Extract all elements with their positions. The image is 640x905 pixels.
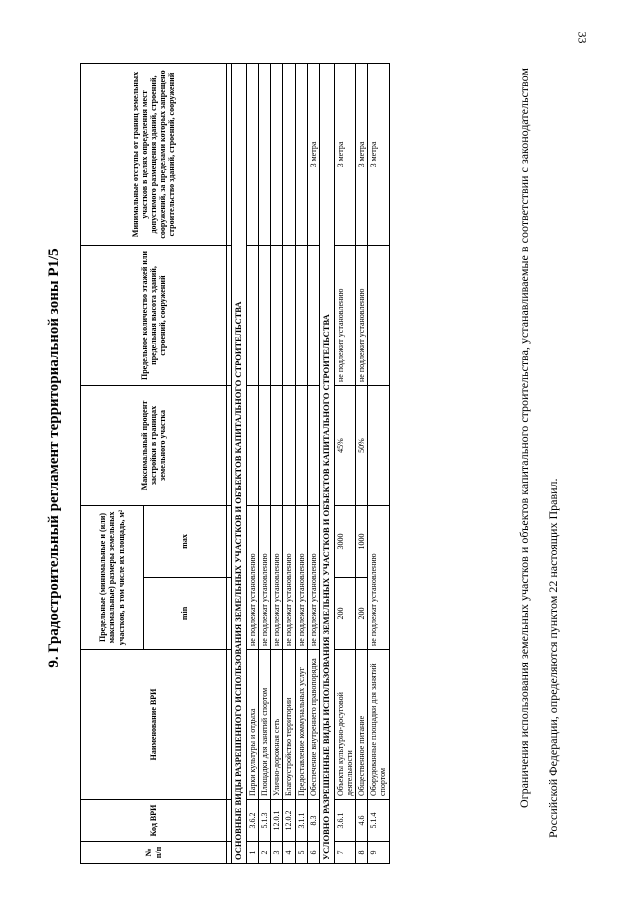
header-name: Наименование ВРИ	[81, 650, 227, 800]
row-num: 9	[368, 842, 389, 864]
row-name: Предоставление коммунальных услуг	[295, 650, 307, 800]
row-floors: не подлежит установлению	[334, 246, 355, 386]
row-code: 8.3	[307, 800, 319, 842]
row-setback	[271, 64, 283, 246]
header-max: max	[144, 506, 227, 578]
row-percent	[307, 386, 319, 506]
row-name: Объекты культурно-досуговой деятельности	[334, 650, 355, 800]
row-size: не подлежат установлению	[295, 506, 307, 650]
row-floors	[295, 246, 307, 386]
row-max: 3000	[334, 506, 355, 578]
table-row	[356, 64, 368, 864]
row-floors	[246, 246, 258, 386]
table-row	[246, 64, 258, 864]
row-setback	[246, 64, 258, 246]
row-name: Обеспечение внутреннего правопорядка	[307, 650, 319, 800]
header-min: min	[144, 578, 227, 650]
table-row	[368, 64, 389, 864]
table-row	[295, 64, 307, 864]
row-name: Площадки для занятий спортом	[258, 650, 270, 800]
row-max: 1000	[356, 506, 368, 578]
row-setback	[295, 64, 307, 246]
row-name: Общественное питание	[356, 650, 368, 800]
row-floors	[271, 246, 283, 386]
row-setback	[283, 64, 295, 246]
row-min: 200	[356, 578, 368, 650]
row-percent	[283, 386, 295, 506]
header-num: № п/п	[81, 842, 227, 864]
table-row	[258, 64, 270, 864]
row-code: 3.1.1	[295, 800, 307, 842]
row-size: не подлежат установлению	[368, 506, 389, 650]
row-code: 3.6.2	[246, 800, 258, 842]
page-number: 33	[575, 31, 590, 44]
row-percent	[258, 386, 270, 506]
row-size: не подлежат установлению	[283, 506, 295, 650]
header-setback: Минимальные отступы от границ земельных участков в целях определения мест допустимого размещения зданий, строений, сооружений, за пределами которых запрещено строительство зданий, строений, сооружений	[81, 64, 227, 246]
row-code: 12.0.1	[271, 800, 283, 842]
footnote-text: Ограничения использования земельных участков и объектов капитального строительства, устанавливаемые в соответствии с законодательством Российской Федерации, определяются пунктом 22 настоящих Правил.	[517, 68, 560, 838]
section-conditional: УСЛОВНО РАЗРЕШЕННЫЕ ВИДЫ ИСПОЛЬЗОВАНИЯ ЗЕМЕЛЬНЫХ УЧАСТКОВ И ОБЪЕКТОВ КАПИТАЛЬНОГО СТРОИТЕЛЬСТВА	[319, 64, 334, 864]
row-name: Парки культуры и отдыха	[246, 650, 258, 800]
row-percent	[295, 386, 307, 506]
section-main: ОСНОВНЫЕ ВИДЫ РАЗРЕШЕННОГО ИСПОЛЬЗОВАНИЯ ЗЕМЕЛЬНЫХ УЧАСТКОВ И ОБЪЕКТОВ КАПИТАЛЬНОГО СТРОИТЕЛЬСТВА	[232, 64, 247, 864]
footnote	[510, 68, 568, 838]
row-percent: 50%	[356, 386, 368, 506]
row-size: не подлежат установлению	[271, 506, 283, 650]
header-percent: Максимальный процент застройки в границах земельного участка	[81, 386, 227, 506]
row-setback	[258, 64, 270, 246]
row-code: 5.1.4	[368, 800, 389, 842]
row-code: 3.6.1	[334, 800, 355, 842]
row-name: Оборудованные площадки для занятий спортом	[368, 650, 389, 800]
table-row	[307, 64, 319, 864]
header-size-group: Предельные (минимальные и (или) максимальные) размеры земельных участков, в том числе их площадь, м²	[81, 506, 144, 650]
row-name: Благоустройство территории	[283, 650, 295, 800]
row-num: 5	[295, 842, 307, 864]
row-num: 6	[307, 842, 319, 864]
header-code: Код ВРИ	[81, 800, 227, 842]
row-floors	[368, 246, 389, 386]
header-floors: Предельное количество этажей или предельная высота зданий, строений, сооружений	[81, 246, 227, 386]
row-percent	[271, 386, 283, 506]
row-code: 5.1.3	[258, 800, 270, 842]
row-floors	[258, 246, 270, 386]
table-row	[283, 64, 295, 864]
row-percent: 45%	[334, 386, 355, 506]
row-floors: не подлежит установлению	[356, 246, 368, 386]
row-floors	[283, 246, 295, 386]
row-size: не подлежат установлению	[307, 506, 319, 650]
row-num: 8	[356, 842, 368, 864]
row-percent	[368, 386, 389, 506]
row-code: 12.0.2	[283, 800, 295, 842]
regulation-table	[80, 63, 390, 864]
row-num: 4	[283, 842, 295, 864]
row-size: не подлежат установлению	[246, 506, 258, 650]
row-setback: 3 метра	[356, 64, 368, 246]
row-setback: 3 метра	[368, 64, 389, 246]
row-code: 4.6	[356, 800, 368, 842]
row-name: Улично-дорожная сеть	[271, 650, 283, 800]
row-num: 1	[246, 842, 258, 864]
row-size: не подлежат установлению	[258, 506, 270, 650]
table-row	[334, 64, 355, 864]
row-setback: 3 метра	[334, 64, 355, 246]
row-floors	[307, 246, 319, 386]
row-num: 7	[334, 842, 355, 864]
row-min: 200	[334, 578, 355, 650]
table-row	[271, 64, 283, 864]
page-title: 9. Градостроительный регламент территориальной зоны Р1/5	[46, 248, 62, 668]
row-percent	[246, 386, 258, 506]
document-sheet	[40, 48, 600, 868]
row-setback: 3 метра	[307, 64, 319, 246]
row-num: 3	[271, 842, 283, 864]
row-num: 2	[258, 842, 270, 864]
